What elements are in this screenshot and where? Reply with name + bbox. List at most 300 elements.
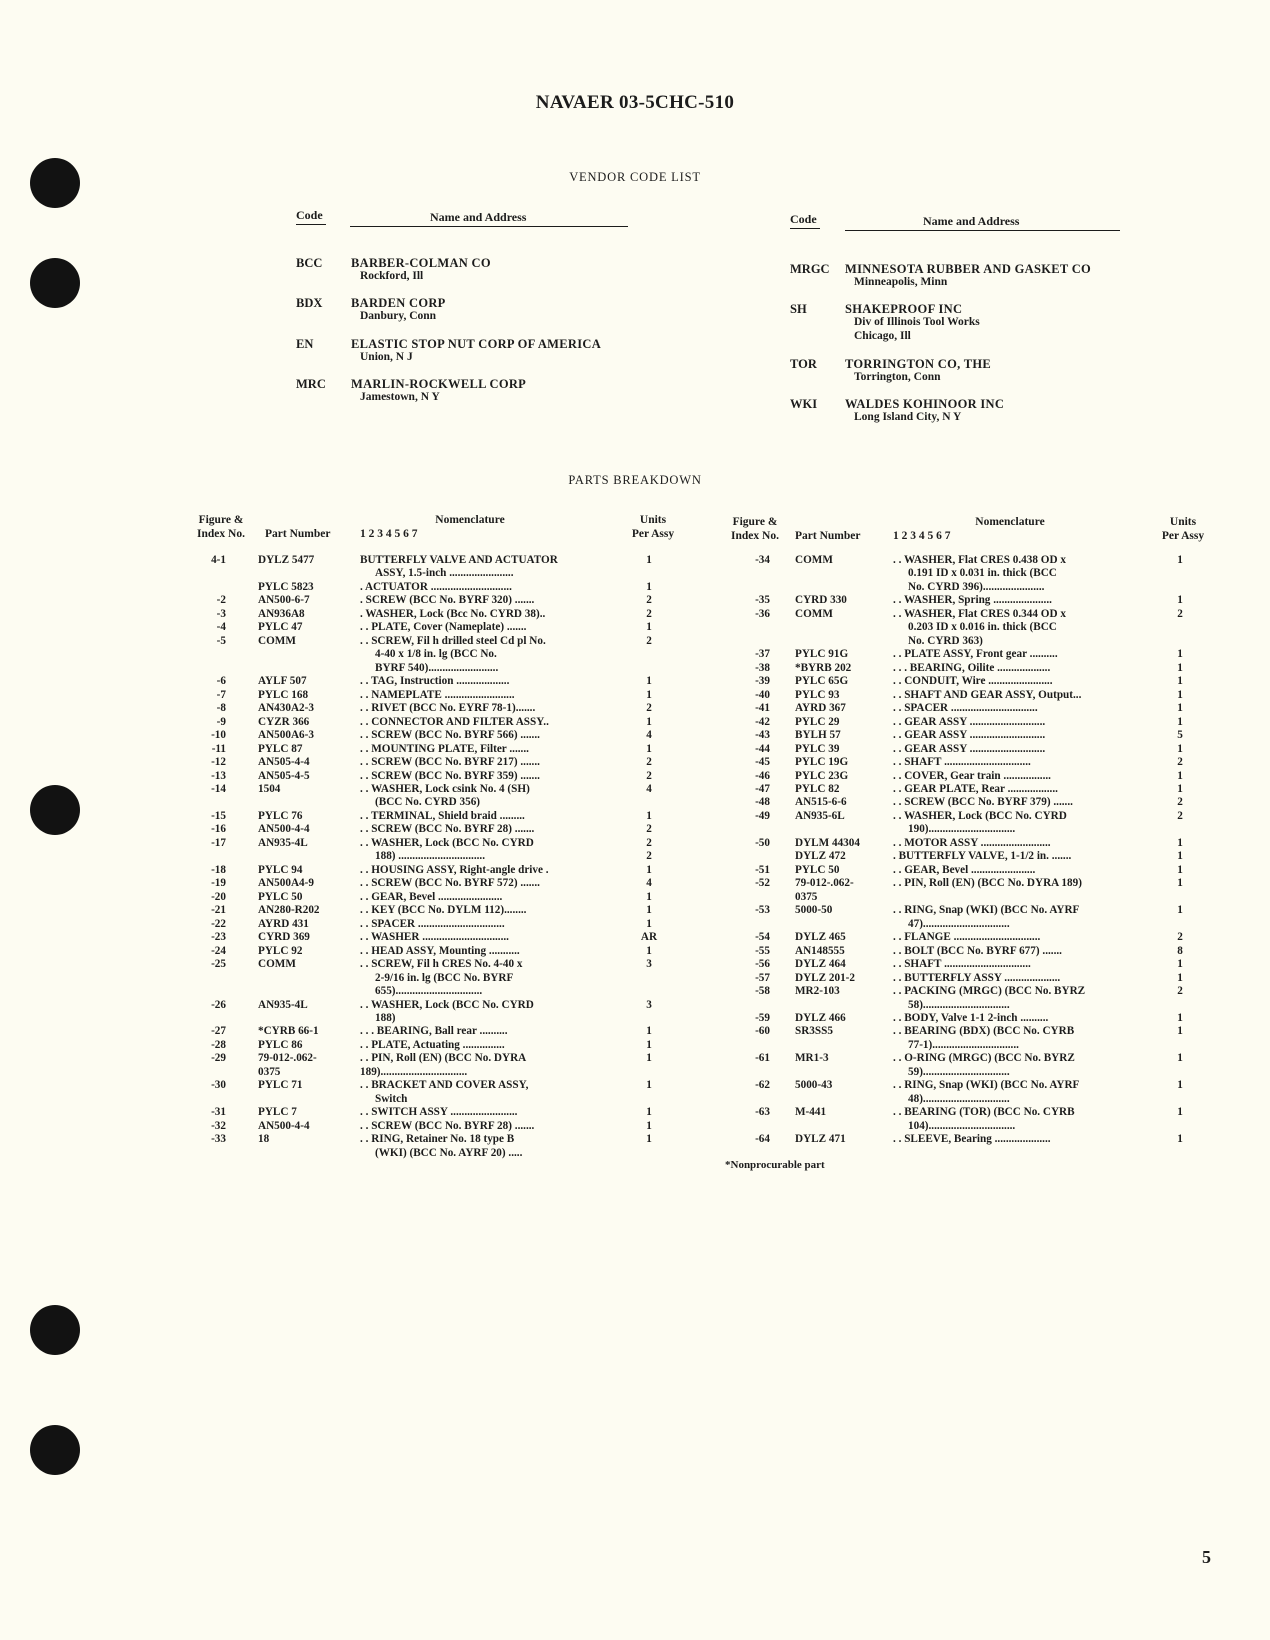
nomenclature: . . GEAR ASSY ........................... [893, 742, 1046, 755]
part-number: AN148555 [795, 944, 845, 957]
index-number: -9 [216, 715, 226, 728]
levels-header: 1 2 3 4 5 6 7 [893, 530, 951, 542]
parts-table-row [0, 662, 1270, 676]
nomenclature: . . SCREW, Fil h CRES No. 4-40 x [360, 958, 523, 971]
part-number: CYRD 369 [258, 931, 310, 944]
units-header: Units [639, 514, 667, 526]
units-per-assy: 5 [1177, 729, 1183, 742]
part-number: AYLF 507 [258, 675, 307, 688]
part-number: AN500-4-4 [258, 823, 310, 836]
nomenclature: . . RING, Retainer No. 18 type B [360, 1133, 515, 1146]
part-number: MR1-3 [795, 1052, 829, 1065]
nomenclature: . . MOTOR ASSY ......................... [893, 836, 1051, 849]
index-number: -44 [755, 742, 770, 755]
parts-table-row [0, 716, 1270, 730]
units-per-assy: 1 [1177, 850, 1183, 863]
nomenclature: BYRF 540)......................... [375, 661, 499, 674]
index-number: -33 [211, 1133, 226, 1146]
vendor-code-header: Code [296, 208, 323, 222]
units-per-assy: 1 [1177, 769, 1183, 782]
units-per-assy: 1 [646, 917, 652, 930]
part-number: PYLC 39 [795, 742, 840, 755]
parts-table-row [0, 1012, 1270, 1026]
index-number: -55 [755, 944, 770, 957]
part-number: PYLC 71 [258, 1079, 303, 1092]
units-per-assy: 2 [1177, 931, 1183, 944]
nomenclature: . . RING, Snap (WKI) (BCC No. AYRF [893, 1079, 1080, 1092]
index-number: -11 [211, 742, 226, 755]
part-number: CYZR 366 [258, 715, 310, 728]
nomenclature: 189)............................... [360, 1065, 468, 1078]
vendor-name: TORRINGTON CO, THE [845, 357, 992, 371]
part-number: PYLC 23G [795, 769, 849, 782]
index-number: -37 [755, 648, 770, 661]
nomenclature-header: Nomenclature [975, 516, 1045, 528]
nomenclature: . WASHER, Lock (Bcc No. CYRD 38).. [360, 607, 546, 620]
figure-header: Figure & [198, 514, 244, 526]
nomenclature: . . PLATE, Actuating ............... [360, 1038, 505, 1051]
index-number: -52 [755, 877, 770, 890]
part-number: COMM [795, 607, 833, 620]
nomenclature: . . CONDUIT, Wire ....................... [893, 675, 1053, 688]
parts-table-row [0, 999, 1270, 1013]
vendor-code: BDX [296, 296, 323, 310]
units-per-assy: 1 [646, 944, 652, 957]
units-per-assy: 1 [1177, 877, 1183, 890]
nomenclature: No. CYRD 396)...................... [908, 580, 1045, 593]
nomenclature: 0.203 ID x 0.016 in. thick (BCC [908, 621, 1057, 634]
part-number: SR3SS5 [795, 1025, 833, 1038]
part-number: AN500A4-9 [258, 877, 314, 890]
vendor-name: BARDEN CORP [351, 296, 446, 310]
units-per-assy: 2 [1177, 756, 1183, 769]
nomenclature: . . SHAFT ............................... [893, 958, 1031, 971]
units-per-assy: 1 [646, 580, 652, 593]
index-number: -47 [755, 782, 770, 795]
index-number: -39 [755, 675, 770, 688]
parts-table-row [0, 850, 1270, 864]
units-per-assy: 1 [1177, 702, 1183, 715]
nomenclature: . . SWITCH ASSY ........................ [360, 1106, 518, 1119]
nomenclature: . . SCREW (BCC No. BYRF 217) ....... [360, 756, 540, 769]
index-number: -59 [755, 1011, 770, 1024]
part-number: AN505-4-4 [258, 756, 310, 769]
nomenclature: 58)............................... [908, 998, 1010, 1011]
index-header: Index No. [731, 530, 779, 542]
vendor-code: SH [790, 302, 807, 316]
nomenclature: 0.191 ID x 0.031 in. thick (BCC [908, 567, 1057, 580]
units-per-assy: 1 [1177, 594, 1183, 607]
part-number: AN935-6L [795, 809, 845, 822]
units-header: Per Assy [631, 528, 675, 540]
part-number: DYLZ 5477 [258, 554, 315, 566]
nomenclature: . . KEY (BCC No. DYLM 112)........ [360, 904, 527, 917]
part-number: PYLC 50 [795, 863, 840, 876]
part-number: AN500A6-3 [258, 729, 314, 742]
nomenclature: 59)............................... [908, 1065, 1010, 1078]
parts-table-row [0, 904, 1270, 918]
part-number: COMM [258, 634, 296, 647]
part-number: DYLZ 472 [795, 850, 846, 863]
nomenclature: 48)............................... [908, 1092, 1010, 1105]
index-number: -10 [211, 729, 226, 742]
units-per-assy: 1 [646, 675, 652, 688]
part-number: 79-012-.062- [795, 877, 854, 890]
part-number: DYLZ 465 [795, 931, 846, 944]
vendor-name: WALDES KOHINOOR INC [845, 397, 1005, 411]
parts-table-row [0, 931, 1270, 945]
parts-table-row [0, 1147, 1270, 1161]
parts-table-row [0, 567, 1270, 581]
parts-table-row [0, 985, 1270, 999]
parts-table-row [0, 770, 1270, 784]
nomenclature: . . TERMINAL, Shield braid ......... [360, 809, 525, 822]
parts-table-row [0, 581, 1270, 595]
part-number: 0375 [258, 1065, 281, 1078]
part-number: DYLZ 466 [795, 1011, 846, 1024]
nomenclature: . . GEAR ASSY ........................... [893, 715, 1046, 728]
units-per-assy: 3 [646, 958, 652, 971]
units-per-assy: 1 [1177, 904, 1183, 917]
nomenclature: 2-9/16 in. lg (BCC No. BYRF [375, 971, 514, 984]
units-per-assy: 1 [1177, 782, 1183, 795]
nomenclature: ASSY, 1.5-inch ....................... [375, 567, 514, 580]
part-number: PYLC 47 [258, 621, 303, 634]
parts-table-row [0, 918, 1270, 932]
parts-table-row [0, 891, 1270, 905]
part-number: PYLC 29 [795, 715, 840, 728]
parts-table-row [0, 756, 1270, 770]
binder-hole [30, 258, 80, 308]
units-per-assy: 1 [646, 1133, 652, 1146]
units-per-assy: 1 [1177, 971, 1183, 984]
part-number: DYLZ 201-2 [795, 971, 855, 984]
parts-table-row [0, 689, 1270, 703]
units-per-assy: 1 [1177, 1106, 1183, 1119]
nomenclature: . . BRACKET AND COVER ASSY, [360, 1079, 529, 1092]
parts-table-row [0, 958, 1270, 972]
divider [296, 224, 326, 225]
nomenclature: . . WASHER, Flat CRES 0.344 OD x [893, 607, 1066, 620]
index-number: -62 [755, 1079, 770, 1092]
binder-hole [30, 1425, 80, 1475]
vendor-code-header: Code [790, 212, 817, 226]
parts-table-row [0, 554, 1270, 568]
nomenclature: No. CYRD 363) [908, 634, 983, 647]
nomenclature: . . SCREW (BCC No. BYRF 572) ....... [360, 877, 540, 890]
vendor-code: BCC [296, 256, 323, 270]
part-number: DYLZ 471 [795, 1133, 846, 1146]
nomenclature: . . SCREW (BCC No. BYRF 28) ....... [360, 823, 535, 836]
units-per-assy: 1 [646, 904, 652, 917]
index-number: -15 [211, 809, 226, 822]
nomenclature: . . WASHER, Spring ..................... [893, 594, 1052, 607]
parts-table-row [0, 972, 1270, 986]
parts-table-row [0, 823, 1270, 837]
vendor-name-header: Name and Address [430, 210, 527, 224]
part-number: PYLC 19G [795, 756, 849, 769]
part-number: DYLZ 464 [795, 958, 846, 971]
parts-table-row [0, 729, 1270, 743]
units-per-assy: 1 [646, 863, 652, 876]
index-number: -5 [216, 634, 226, 647]
nomenclature: . . GEAR, Bevel ....................... [360, 890, 503, 903]
nomenclature: . . GEAR ASSY ........................... [893, 729, 1046, 742]
part-number: PYLC 7 [258, 1106, 297, 1119]
parts-table-row [0, 837, 1270, 851]
nomenclature: . . WASHER ............................... [360, 931, 509, 944]
units-per-assy: 4 [646, 877, 652, 890]
parts-table-row [0, 864, 1270, 878]
index-number: -34 [755, 554, 770, 566]
parts-table-row [0, 702, 1270, 716]
nomenclature: . . GEAR PLATE, Rear .................. [893, 782, 1058, 795]
part-number: 5000-50 [795, 904, 833, 917]
nomenclature: . . MOUNTING PLATE, Filter ....... [360, 742, 529, 755]
part-number: AN515-6-6 [795, 796, 847, 809]
divider [790, 228, 820, 229]
units-per-assy: 2 [646, 594, 652, 607]
parts-table-row [0, 810, 1270, 824]
index-number: -60 [755, 1025, 770, 1038]
nomenclature: 104)............................... [908, 1119, 1016, 1132]
units-per-assy: 1 [1177, 836, 1183, 849]
part-number: *BYRB 202 [795, 661, 852, 674]
part-number: COMM [795, 554, 833, 566]
units-per-assy: 2 [646, 850, 652, 863]
vendor-name: MINNESOTA RUBBER AND GASKET CO [845, 262, 1092, 276]
index-number: -2 [216, 594, 226, 607]
index-number: -58 [755, 985, 770, 998]
part-number: PYLC 50 [258, 890, 303, 903]
units-per-assy: 4 [646, 782, 652, 795]
index-number: -35 [755, 594, 770, 607]
units-per-assy: 2 [646, 634, 652, 647]
units-per-assy: 1 [1177, 1052, 1183, 1065]
index-number: -8 [216, 702, 226, 715]
parts-table-row [0, 1120, 1270, 1134]
page-number: 5 [1202, 1547, 1211, 1567]
index-number: -54 [755, 931, 770, 944]
nomenclature: . . RING, Snap (WKI) (BCC No. AYRF [893, 904, 1080, 917]
nomenclature: Switch [375, 1092, 408, 1105]
vendor-name: BARBER-COLMAN CO [351, 256, 491, 270]
part-number: PYLC 65G [795, 675, 849, 688]
units-per-assy: 4 [646, 729, 652, 742]
units-per-assy: 1 [646, 621, 652, 634]
parts-table-row [0, 594, 1270, 608]
units-per-assy: 1 [1177, 1011, 1183, 1024]
part-number: 1504 [258, 782, 281, 795]
vendor-address: Torrington, Conn [854, 371, 941, 383]
units-per-assy: 1 [646, 1106, 652, 1119]
parts-table-row [0, 1106, 1270, 1120]
index-number: -64 [755, 1133, 770, 1146]
footnote: *Nonprocurable part [725, 1159, 825, 1171]
index-number: -56 [755, 958, 770, 971]
part-number: AN280-R202 [258, 904, 320, 917]
units-per-assy: 1 [646, 742, 652, 755]
nomenclature: . . WASHER, Lock csink No. 4 (SH) [360, 782, 530, 795]
nomenclature: (BCC No. CYRD 356) [375, 796, 481, 809]
nomenclature: . . HOUSING ASSY, Right-angle drive . [360, 863, 549, 876]
part-number: PYLC 82 [795, 782, 840, 795]
index-number: -38 [755, 661, 770, 674]
nomenclature: . . . BEARING, Ball rear .......... [360, 1025, 508, 1038]
index-number: -57 [755, 971, 770, 984]
parts-table-row [0, 1039, 1270, 1053]
part-number: AN500-6-7 [258, 594, 310, 607]
index-number: -32 [211, 1119, 226, 1132]
nomenclature: . . BUTTERFLY ASSY .................... [893, 971, 1061, 984]
index-number: -19 [211, 877, 226, 890]
nomenclature: BUTTERFLY VALVE AND ACTUATOR [360, 554, 558, 566]
parts-table-row [0, 675, 1270, 689]
nomenclature: . . WASHER, Lock (BCC No. CYRD [893, 809, 1067, 822]
part-number-header: Part Number [795, 530, 861, 542]
nomenclature: . . PLATE, Cover (Nameplate) ....... [360, 621, 527, 634]
nomenclature: . . CONNECTOR AND FILTER ASSY.. [360, 715, 549, 728]
index-number: -48 [755, 796, 770, 809]
nomenclature: . . SHAFT ............................... [893, 756, 1031, 769]
units-per-assy: 1 [1177, 688, 1183, 701]
index-number: -42 [755, 715, 770, 728]
figure-header: Figure & [732, 516, 778, 528]
index-number: -27 [211, 1025, 226, 1038]
nomenclature: 655)............................... [375, 985, 483, 998]
parts-table-row [0, 783, 1270, 797]
vendor-name: SHAKEPROOF INC [845, 302, 963, 316]
nomenclature: . . TAG, Instruction ................... [360, 675, 510, 688]
nomenclature: . . SCREW (BCC No. BYRF 566) ....... [360, 729, 540, 742]
vendor-address: Union, N J [360, 351, 413, 363]
units-per-assy: 1 [646, 1052, 652, 1065]
nomenclature: . . SHAFT AND GEAR ASSY, Output... [893, 688, 1082, 701]
index-header: Index No. [197, 528, 245, 540]
units-header: Per Assy [1161, 530, 1205, 542]
parts-table-row [0, 608, 1270, 622]
parts-table-row [0, 635, 1270, 649]
vendor-code: WKI [790, 397, 818, 411]
part-number: AYRD 367 [795, 702, 846, 715]
parts-table-row [0, 1025, 1270, 1039]
units-per-assy: 1 [646, 809, 652, 822]
part-number: PYLC 76 [258, 809, 303, 822]
nomenclature: . . WASHER, Lock (BCC No. CYRD [360, 998, 534, 1011]
units-per-assy: 8 [1177, 944, 1183, 957]
index-number: 4-1 [211, 554, 226, 566]
units-per-assy: 1 [646, 1038, 652, 1051]
part-number: PYLC 5823 [258, 580, 314, 593]
nomenclature: . . COVER, Gear train ................. [893, 769, 1051, 782]
index-number: -43 [755, 729, 770, 742]
units-per-assy: 1 [646, 715, 652, 728]
units-per-assy: 1 [1177, 554, 1183, 566]
parts-table-row [0, 648, 1270, 662]
nomenclature: . . PACKING (MRGC) (BCC No. BYRZ [893, 985, 1086, 998]
index-number: -7 [216, 688, 226, 701]
units-per-assy: 2 [1177, 607, 1183, 620]
part-number: PYLC 86 [258, 1038, 303, 1051]
units-per-assy: 2 [646, 823, 652, 836]
part-number: PYLC 93 [795, 688, 840, 701]
nomenclature: . ACTUATOR ............................. [360, 580, 512, 593]
units-per-assy: 1 [1177, 1079, 1183, 1092]
vendor-code: EN [296, 337, 314, 351]
vendor-name: ELASTIC STOP NUT CORP OF AMERICA [351, 337, 602, 351]
nomenclature: . . SPACER ............................... [360, 917, 505, 930]
nomenclature: . . NAMEPLATE ......................... [360, 688, 515, 701]
nomenclature: (WKI) (BCC No. AYRF 20) ..... [375, 1146, 523, 1159]
index-number: -30 [211, 1079, 226, 1092]
index-number: -14 [211, 782, 226, 795]
index-number: -17 [211, 836, 226, 849]
units-per-assy: 1 [1177, 675, 1183, 688]
document-title: NAVAER 03-5CHC-510 [535, 92, 735, 113]
parts-table-row [0, 1133, 1270, 1147]
part-number: CYRD 330 [795, 594, 847, 607]
units-per-assy: 1 [646, 554, 652, 566]
nomenclature: . . SCREW (BCC No. BYRF 28) ....... [360, 1119, 535, 1132]
units-per-assy: 1 [1177, 863, 1183, 876]
parts-table-row [0, 621, 1270, 635]
nomenclature: 4-40 x 1/8 in. lg (BCC No. [375, 648, 497, 661]
nomenclature: . . HEAD ASSY, Mounting ........... [360, 944, 520, 957]
part-number: DYLM 44304 [795, 836, 860, 849]
nomenclature: . . SLEEVE, Bearing .................... [893, 1133, 1051, 1146]
parts-table-row [0, 796, 1270, 810]
nomenclature: 188) ............................... [375, 850, 486, 863]
units-per-assy: 2 [646, 769, 652, 782]
part-number: AN935-4L [258, 836, 308, 849]
part-number: PYLC 94 [258, 863, 303, 876]
units-per-assy: 2 [1177, 985, 1183, 998]
nomenclature: . . WASHER, Flat CRES 0.438 OD x [893, 554, 1066, 566]
parts-table-row [0, 1093, 1270, 1107]
parts-table-row [0, 743, 1270, 757]
vendor-code: MRGC [790, 262, 830, 276]
parts-table-row [0, 1079, 1270, 1093]
index-number: -26 [211, 998, 226, 1011]
nomenclature: . . SCREW (BCC No. BYRF 379) ....... [893, 796, 1073, 809]
index-number: -28 [211, 1038, 226, 1051]
index-number: -6 [216, 675, 226, 688]
units-per-assy: 2 [646, 836, 652, 849]
nomenclature: . SCREW (BCC No. BYRF 320) ....... [360, 594, 535, 607]
vendor-name: MARLIN-ROCKWELL CORP [351, 377, 527, 391]
part-number: AN505-4-5 [258, 769, 310, 782]
units-per-assy: 2 [646, 702, 652, 715]
index-number: -53 [755, 904, 770, 917]
units-per-assy: 3 [646, 998, 652, 1011]
part-number: PYLC 91G [795, 648, 849, 661]
part-number: AN430A2-3 [258, 702, 314, 715]
index-number: -41 [755, 702, 770, 715]
index-number: -31 [211, 1106, 226, 1119]
index-number: -12 [211, 756, 226, 769]
vendor-address: Div of Illinois Tool Works [854, 316, 980, 328]
index-number: -18 [211, 863, 226, 876]
index-number: -25 [211, 958, 226, 971]
part-number: PYLC 87 [258, 742, 303, 755]
index-number: -23 [211, 931, 226, 944]
units-per-assy: 1 [1177, 958, 1183, 971]
nomenclature: . . PIN, Roll (EN) (BCC No. DYRA 189) [893, 877, 1082, 890]
units-per-assy: 1 [646, 1079, 652, 1092]
units-per-assy: 1 [1177, 1133, 1183, 1146]
nomenclature: . . BOLT (BCC No. BYRF 677) ....... [893, 944, 1062, 957]
vendor-address: Rockford, Ill [360, 270, 424, 282]
